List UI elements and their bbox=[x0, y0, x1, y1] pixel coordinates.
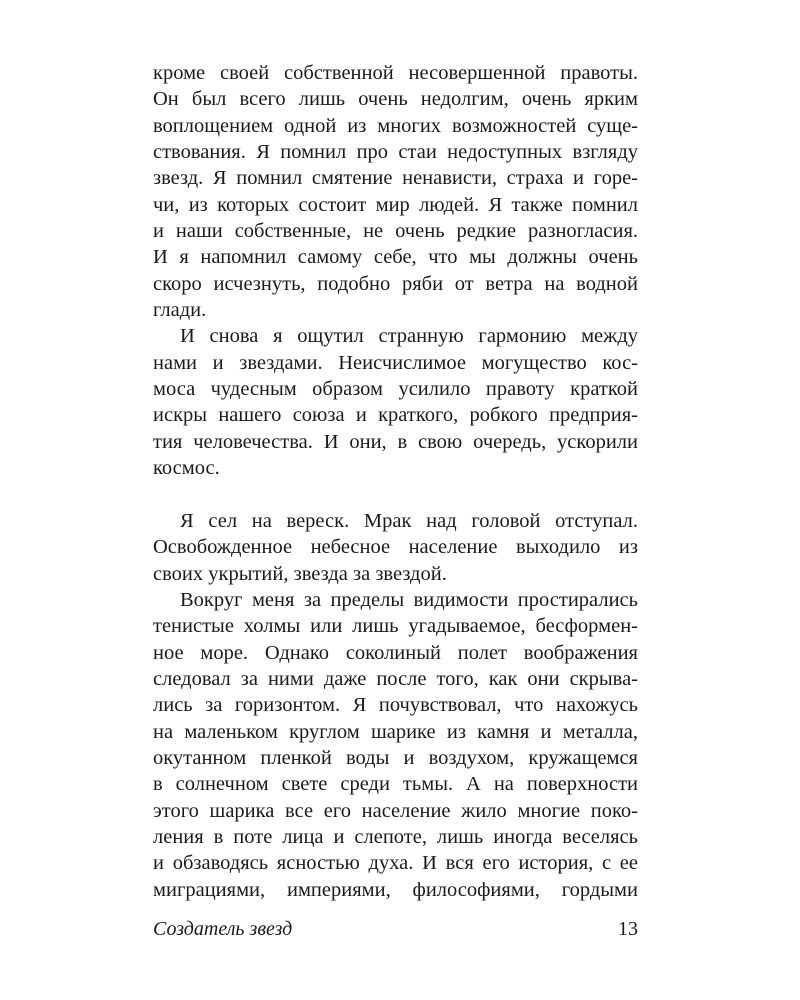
text-line: космос. bbox=[153, 457, 220, 480]
text-line: Вокруг меня за пределы видимости простирались bbox=[180, 588, 638, 611]
paragraph-2 bbox=[153, 323, 638, 481]
text-line: на маленьком круглом шарике из камня и металла, bbox=[153, 720, 638, 743]
text-line: кроме своей собственной несовершенной правоты. bbox=[153, 62, 638, 84]
text-line: и наши собственные, не очень редкие разногласия. bbox=[153, 220, 638, 243]
text-line: миграциями, империями, философиями, гордыми bbox=[153, 878, 638, 901]
page-body bbox=[153, 60, 638, 903]
paragraph-1 bbox=[153, 60, 638, 323]
paragraph-3 bbox=[153, 508, 638, 587]
text-line: ное море. Однако соколиный полет воображения bbox=[153, 641, 638, 664]
text-line: искры нашего союза и краткого, робкого предприя- bbox=[153, 404, 638, 427]
text-line: тенистые холмы или лишь угадываемое, бесформен- bbox=[153, 615, 638, 638]
text-line: глади. bbox=[153, 299, 207, 322]
text-line: окутанном пленкой воды и воздухом, кружащемся bbox=[153, 746, 638, 769]
paragraph-4 bbox=[153, 587, 638, 903]
text-line: скоро исчезнуть, подобно ряби от ветра на водной bbox=[153, 272, 638, 295]
text-line: Он был всего лишь очень недолгим, очень ярким bbox=[153, 88, 638, 111]
text-line: И я напомнил самому себе, что мы должны очень bbox=[153, 246, 638, 269]
text-line: этого шарика все его население жило многие поко- bbox=[153, 799, 638, 822]
text-line: тия человечества. И они, в свою очередь, ускорили bbox=[153, 430, 638, 453]
text-line: в солнечном свете среди тьмы. А на поверхности bbox=[153, 773, 638, 796]
text-line: Я сел на вереск. Мрак над головой отступал. bbox=[180, 509, 638, 532]
text-line: нами и звездами. Неисчислимое могущество кос- bbox=[153, 351, 638, 374]
page-number: 13 bbox=[618, 918, 638, 940]
text-line: лись за горизонтом. Я почувствовал, что нахожусь bbox=[153, 694, 638, 717]
text-line: Освобожденное небесное население выходило из bbox=[153, 536, 638, 559]
text-line: ления в поте лица и слепоте, лишь иногда веселясь bbox=[153, 825, 638, 848]
text-line: ствования. Я помнил про стаи недоступных взгляду bbox=[153, 141, 638, 164]
page-footer bbox=[153, 915, 638, 943]
text-line: и обзаводясь ясностью духа. И вся его история, с ее bbox=[153, 852, 638, 875]
section-break bbox=[153, 482, 638, 508]
text-line: моса чудесным образом усилило правоту краткой bbox=[153, 378, 638, 401]
running-title: Создатель звезд bbox=[153, 918, 293, 940]
text-line: И снова я ощутил странную гармонию между bbox=[180, 325, 638, 348]
text-line: следовал за ними даже после того, как они скрыва- bbox=[153, 667, 638, 690]
text-line: воплощением одной из многих возможностей суще- bbox=[153, 114, 638, 137]
text-line: своих укрытий, звезда за звездой. bbox=[153, 562, 447, 585]
text-line: чи, из которых состоит мир людей. Я также помнил bbox=[153, 193, 638, 216]
text-line: звезд. Я помнил смятение ненависти, страха и горе- bbox=[153, 167, 638, 190]
